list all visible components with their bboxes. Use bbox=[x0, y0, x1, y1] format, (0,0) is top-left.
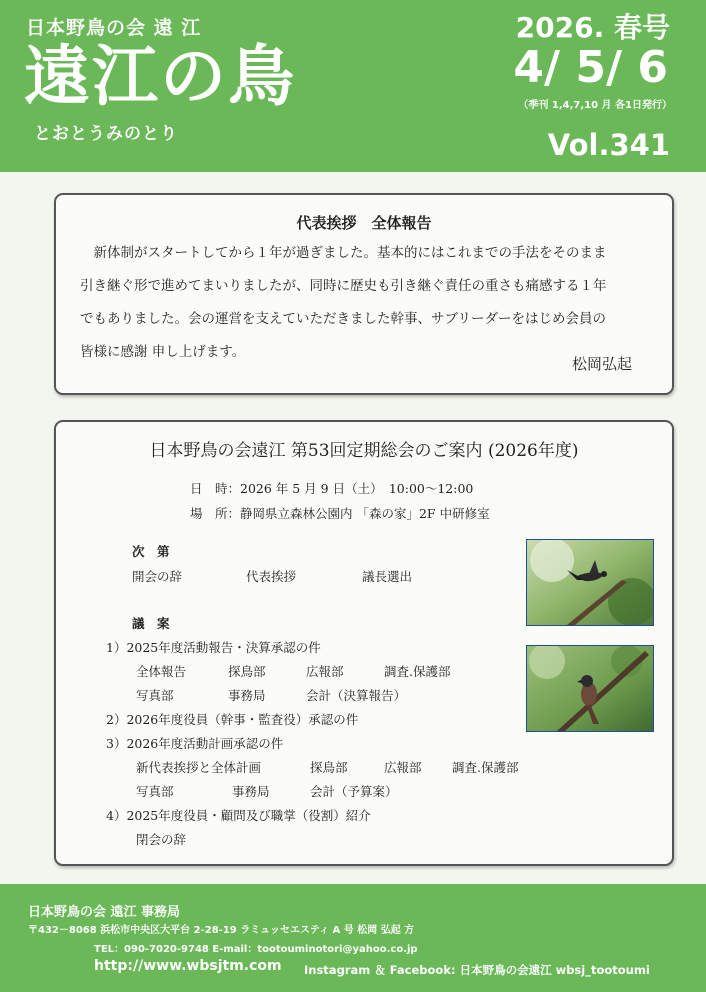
greeting-line: でもありました。会の運営を支えていただきました幹事、サブリーダーをはじめ会員の bbox=[80, 311, 606, 327]
agenda-sub: 会計（決算報告） bbox=[306, 688, 407, 703]
office-address: 〒432－8068 浜松市中央区大平台 2-28-19 ラミュッセエスティ A 号 松岡 弘起 方 bbox=[28, 925, 415, 936]
greeting-title: 代表挨拶 全体報告 bbox=[296, 214, 432, 232]
agenda-item: 2）2026年度役員（幹事・監査役）承認の件 bbox=[106, 712, 359, 727]
masthead bbox=[0, 0, 706, 172]
greeting-line: 新体制がスタートしてから１年が過ぎました。基本的にはこれまでの手法をそのまま bbox=[80, 245, 607, 261]
agenda-sub: 新代表挨拶と全体計画 bbox=[136, 760, 262, 775]
meeting-title: 日本野鳥の会遠江 第53回定期総会のご案内 (2026年度) bbox=[149, 441, 579, 461]
publication-note: （季刊 1,4,7,10 月 各1日発行） bbox=[518, 100, 672, 111]
meeting-notice-box bbox=[54, 420, 674, 866]
agenda-sub: 写真部 bbox=[136, 784, 174, 799]
greeting-signature: 松岡弘起 bbox=[571, 355, 632, 373]
title-reading: とおとうみのとり bbox=[34, 124, 178, 144]
office-contact: TEL：090-7020-9748 E-mail：tootouminotori@yahoo.co.jp bbox=[94, 944, 418, 955]
agenda-heading: 議 案 bbox=[132, 616, 170, 631]
agenda-item: 3）2026年度活動計画承認の件 bbox=[106, 736, 284, 751]
agenda-sub: 広報部 bbox=[306, 664, 344, 679]
agenda-sub: 事務局 bbox=[232, 784, 270, 799]
agenda-item: 1）2025年度活動報告・決算承認の件 bbox=[106, 640, 321, 655]
order-item: 議長選出 bbox=[362, 569, 413, 584]
agenda-sub: 事務局 bbox=[228, 688, 266, 703]
greeting-body bbox=[80, 237, 660, 369]
bird-photo-flying bbox=[526, 539, 654, 626]
bird-photo-perched bbox=[526, 645, 654, 732]
order-item: 代表挨拶 bbox=[246, 569, 297, 584]
issue-months: 4/ 5/ 6 bbox=[513, 42, 668, 93]
meeting-place: 場 所：静岡県立森林公園内 「森の家」2F 中研修室 bbox=[190, 506, 490, 521]
agenda-sub: 探鳥部 bbox=[310, 760, 348, 775]
greeting-line: 皆様に感謝 申し上げます。 bbox=[80, 344, 246, 360]
issue-year: 2026. 春号 bbox=[515, 11, 670, 44]
footer bbox=[0, 884, 706, 992]
meeting-datetime: 日 時：2026 年 5 月 9 日（土） 10:00〜12:00 bbox=[190, 481, 474, 496]
agenda-sub: 探鳥部 bbox=[228, 664, 266, 679]
agenda-sub: 閉会の辞 bbox=[136, 832, 187, 847]
order-item: 開会の辞 bbox=[132, 569, 183, 584]
agenda-item: 4）2025年度役員・顧問及び職掌（役割）紹介 bbox=[106, 808, 371, 823]
agenda-sub: 会計（予算案） bbox=[310, 784, 398, 799]
website-link[interactable]: http://www.wbsjtm.com bbox=[94, 958, 282, 974]
newsletter-title: 遠江の鳥 bbox=[24, 37, 296, 115]
volume-number: Vol.341 bbox=[547, 128, 670, 162]
agenda-sub: 調査.保護部 bbox=[452, 760, 519, 775]
organization-name: 日本野鳥の会 遠 江 bbox=[26, 17, 202, 39]
order-heading: 次 第 bbox=[132, 544, 170, 559]
greeting-line: 引き継ぐ形で進めてまいりましたが、同時に歴史も引き継ぐ責任の重さも痛感する１年 bbox=[80, 278, 607, 294]
agenda-sub: 全体報告 bbox=[136, 664, 187, 679]
agenda-sub: 写真部 bbox=[136, 688, 174, 703]
office-name: 日本野鳥の会 遠江 事務局 bbox=[28, 905, 181, 920]
social-media-info: Instagram ＆ Facebook: 日本野鳥の会遠江 wbsj_tootoumi bbox=[304, 963, 650, 977]
agenda-sub: 調査.保護部 bbox=[384, 664, 451, 679]
greeting-box bbox=[54, 193, 674, 395]
agenda-sub: 広報部 bbox=[384, 760, 422, 775]
